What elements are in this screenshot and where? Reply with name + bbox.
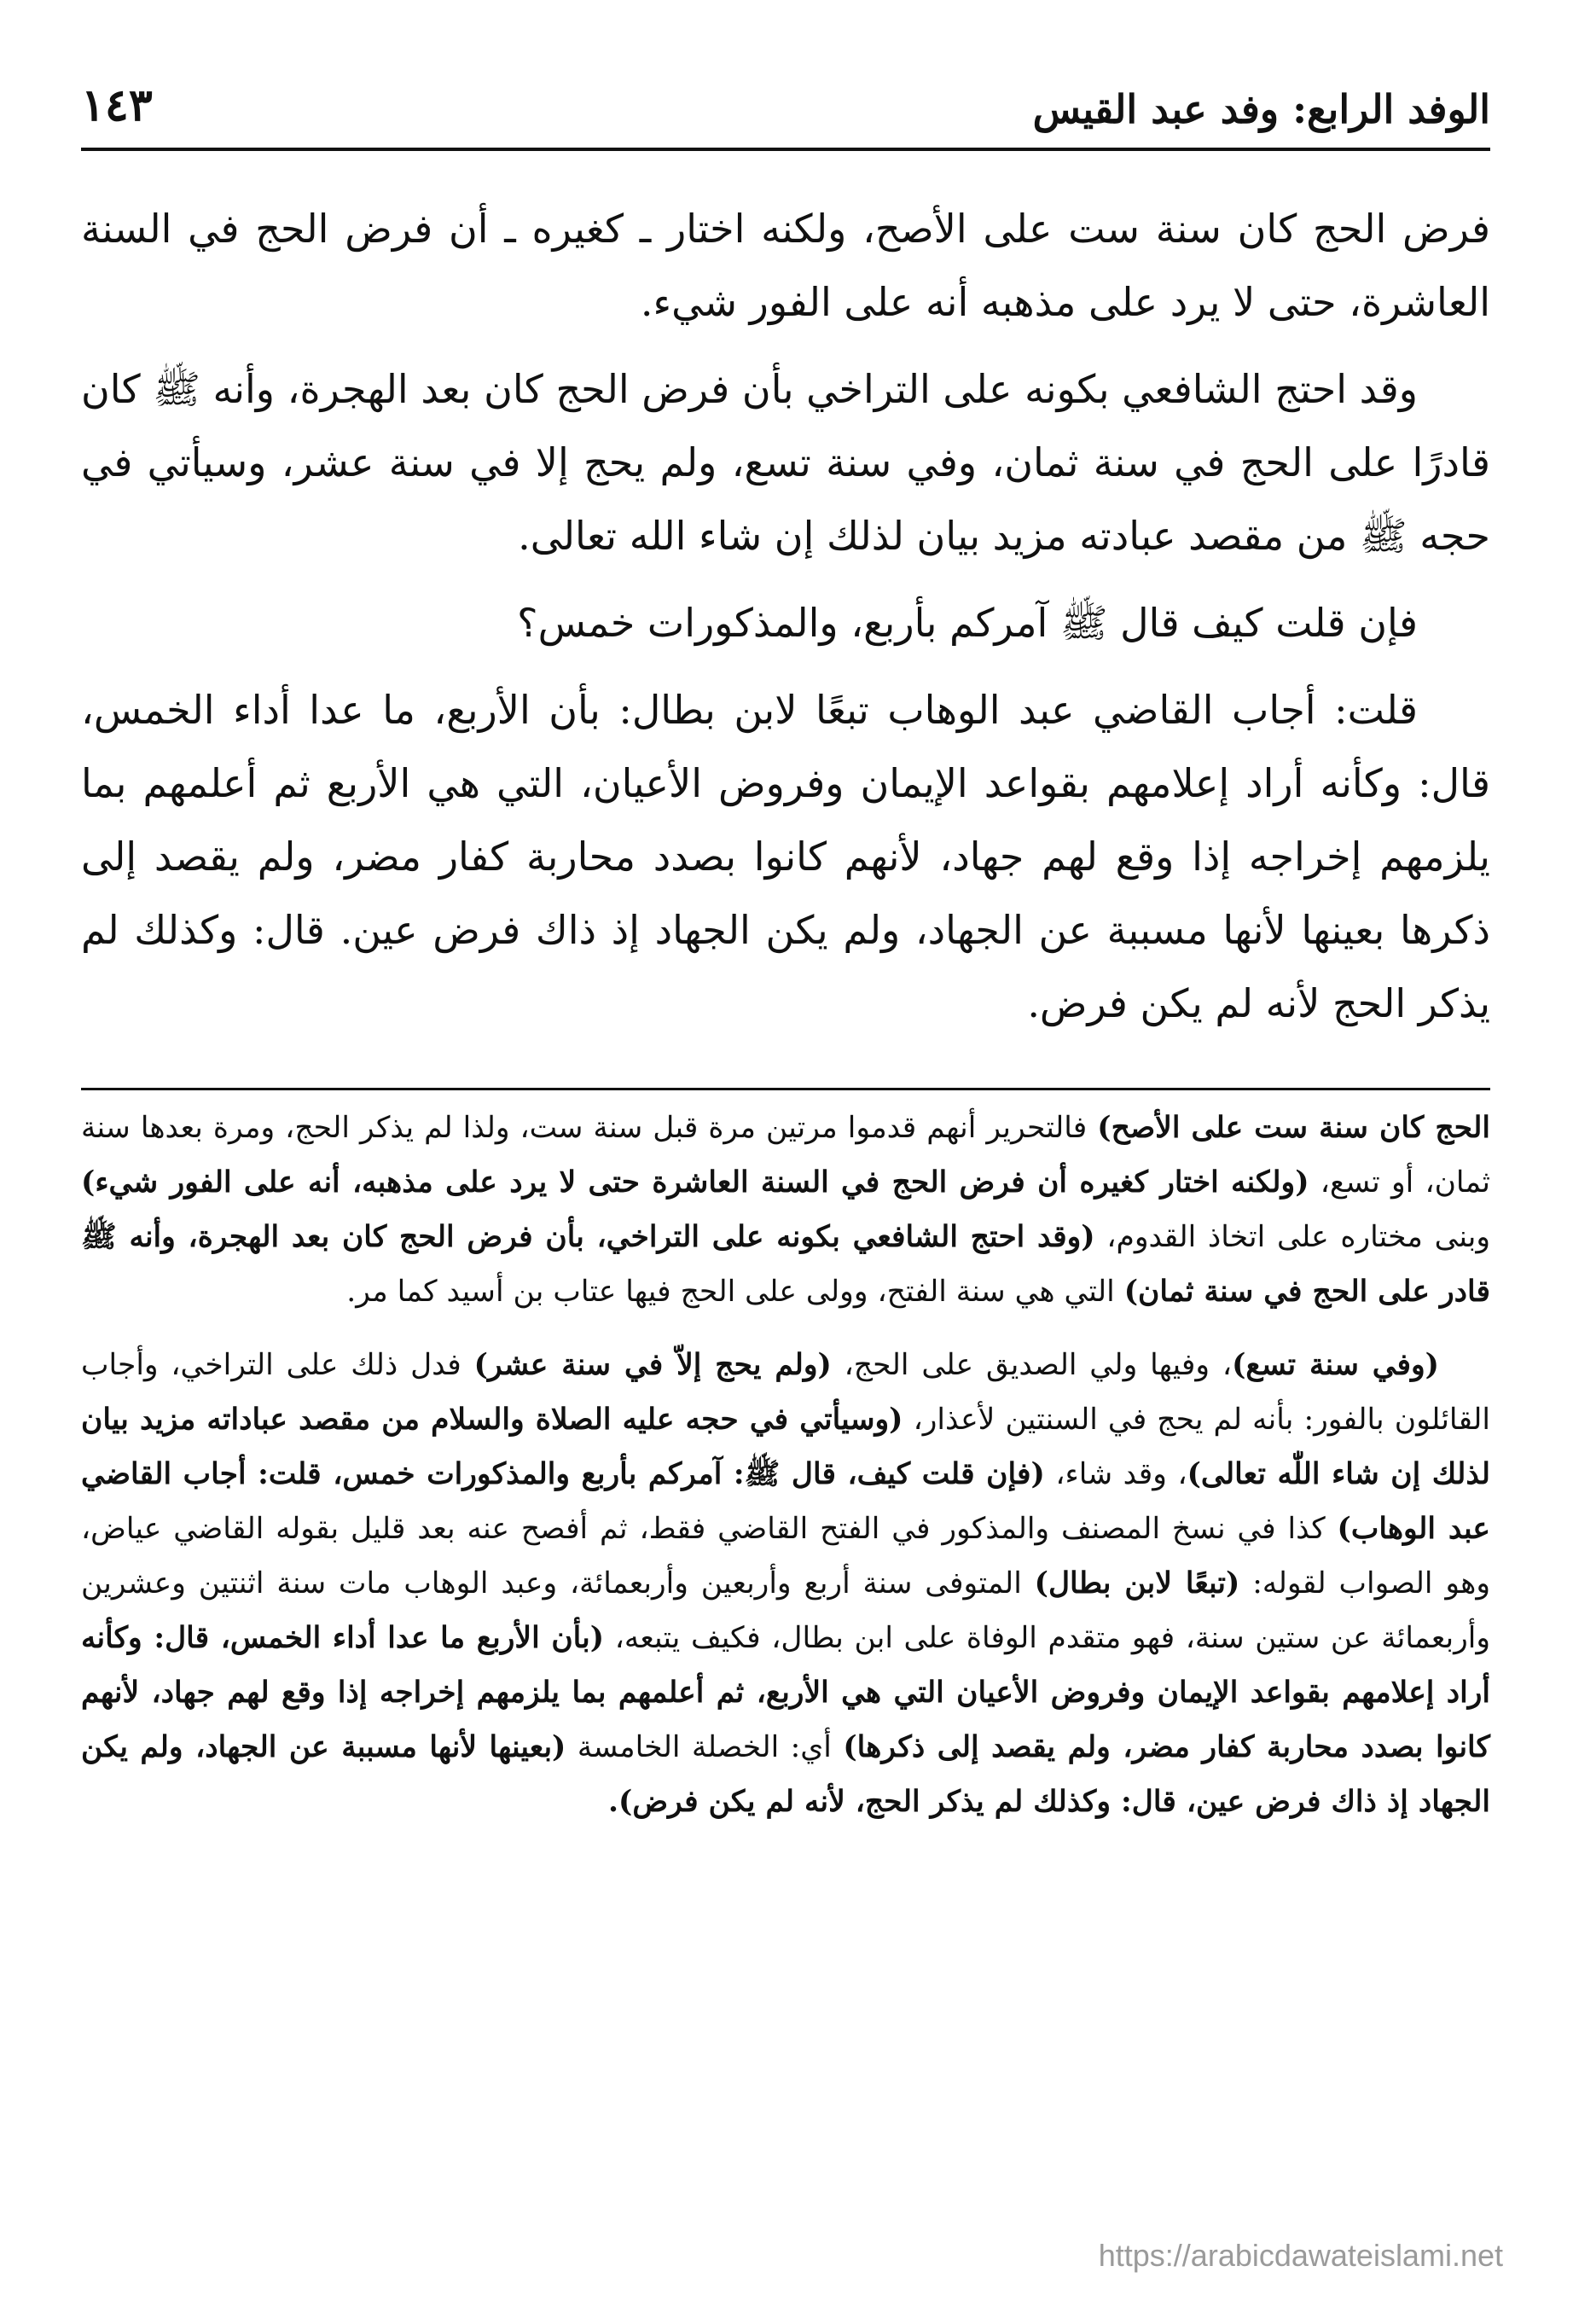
quoted-text: (ولم يحج إلاّ في سنة عشر) [473,1348,832,1382]
commentary-text: المتوفى سنة أربع وأربعين وأربعمائة، وعبد الوهاب مات سنة اثنتين وعشرين وأربعمائة عن ستين سنة، فهو متقدم الوفاة على ابن بطال، فكيف يتبعه، [81,1566,1490,1655]
main-paragraph-4: قلت: أجاب القاضي عبد الوهاب تبعًا لابن بطال: بأن الأربع، ما عدا أداء الخمس، قال: وكأنه أراد إعلامهم بقواعد الإيمان وفروض الأعيان، التي هي الأربع ثم أعلمهم بما يلزمهم إخراجه إذا وقع لهم جهاد، لأنهم كانوا بصدد محاربة كفار مضر، ولم يقصد إلى ذكرها بعينها لأنها مسببة عن الجهاد، ولم يكن الجهاد إذ ذاك فرض عين. قال: وكذلك لم يذكر الحج لأنه لم يكن فرض. [81,687,1490,1026]
chapter-title: الوفد الرابع: وفد عبد القيس [1032,86,1490,132]
website-watermark: https://arabicdawateislami.net [1098,2238,1503,2273]
footnote-separator [81,1088,1490,1090]
commentary-text: ، وفيها ولي الصديق على الحج، [831,1348,1233,1382]
quoted-text: (ولكنه اختار كغيره أن فرض الحج في السنة العاشرة حتى لا يرد على مذهبه، أنه على الفور شيء) [81,1165,1309,1200]
commentary-text: كذا في نسخ المصنف والمذكور في الفتح القاضي فقط، ثم أفصح عنه بعد قليل بقوله القاضي عياض، وهو الصواب لقوله: [81,1512,1490,1601]
commentary [81,1101,1490,1848]
main-paragraph-1: فرض الحج كان سنة ست على الأصح، ولكنه اختار ـ كغيره ـ أن فرض الحج في السنة العاشرة، حتى لا يرد على مذهبه أنه على الفور شيء. [81,206,1490,325]
commentary-paragraph-1 [81,1101,1490,1319]
header-rule [81,148,1490,151]
commentary-text: أي: الخصلة الخامسة [566,1730,844,1764]
page-number: ١٤٣ [81,79,153,131]
quoted-text: (وسيأتي في حجه عليه الصلاة والسلام من مقصد عباداته مزيد بيان لذلك إن شاء اللّٰه تعالى) [81,1403,1490,1491]
commentary-paragraph-2 [81,1338,1490,1829]
running-header [81,78,1490,147]
commentary-text: فدل ذلك على التراخي، وأجاب القائلون بالفور: بأنه لم يحج في السنتين لأعذار، [81,1348,1490,1437]
quoted-text: (فإن قلت كيف، قال ﷺ: آمركم بأربع والمذكورات خمس، قلت: أجاب القاضي عبد الوهاب) [81,1457,1490,1546]
quoted-text: الحج كان سنة ست على الأصح) [1097,1111,1490,1145]
commentary-text: وبنى مختاره على اتخاذ القدوم، [1094,1220,1490,1254]
quoted-text: (وفي سنة تسع) [1232,1348,1440,1382]
main-paragraph-2: وقد احتج الشافعي بكونه على التراخي بأن فرض الحج كان بعد الهجرة، وأنه ﷺ كان قادرًا على الحج في سنة ثمان، وفي سنة تسع، ولم يحج إلا في سنة عشر، وسيأتي في حجه ﷺ من مقصد عبادته مزيد بيان لذلك إن شاء الله تعالى. [81,366,1490,559]
commentary-text: فالتحرير أنهم قدموا مرتين مرة قبل سنة ست، ولذا لم يذكر الحج، ومرة بعدها سنة ثمان، أو تسع، [81,1111,1490,1200]
main-paragraph-3: فإن قلت كيف قال ﷺ آمركم بأربع، والمذكورات خمس؟ [517,600,1418,646]
quoted-text: (تبعًا لابن بطال) [1034,1566,1240,1601]
quoted-text: (وقد احتج الشافعي بكونه على التراخي، بأن فرض الحج كان بعد الهجرة، وأنه ﷺ قادر على الحج في سنة ثمان) [81,1220,1490,1309]
commentary-text: ، وقد شاء، [1044,1457,1187,1491]
quoted-text: (بأن الأربع ما عدا أداء الخمس، قال: وكأنه أراد إعلامهم بقواعد الإيمان وفروض الأعيان التي هي الأربع، ثم أعلمهم بما يلزمهم إخراجه إذا وقع لهم جهاد، لأنهم كانوا بصدد محاربة كفار مضر، ولم يقصد إلى ذكرها) [81,1621,1490,1764]
commentary-text: التي هي سنة الفتح، وولى على الحج فيها عتاب بن أسيد كما مر. [346,1275,1124,1309]
quoted-text: (بعينها لأنها مسببة عن الجهاد، ولم يكن الجهاد إذ ذاك فرض عين، قال: وكذلك لم يذكر الحج، لأنه لم يكن فرض). [81,1730,1490,1819]
main-text [81,192,1490,1054]
